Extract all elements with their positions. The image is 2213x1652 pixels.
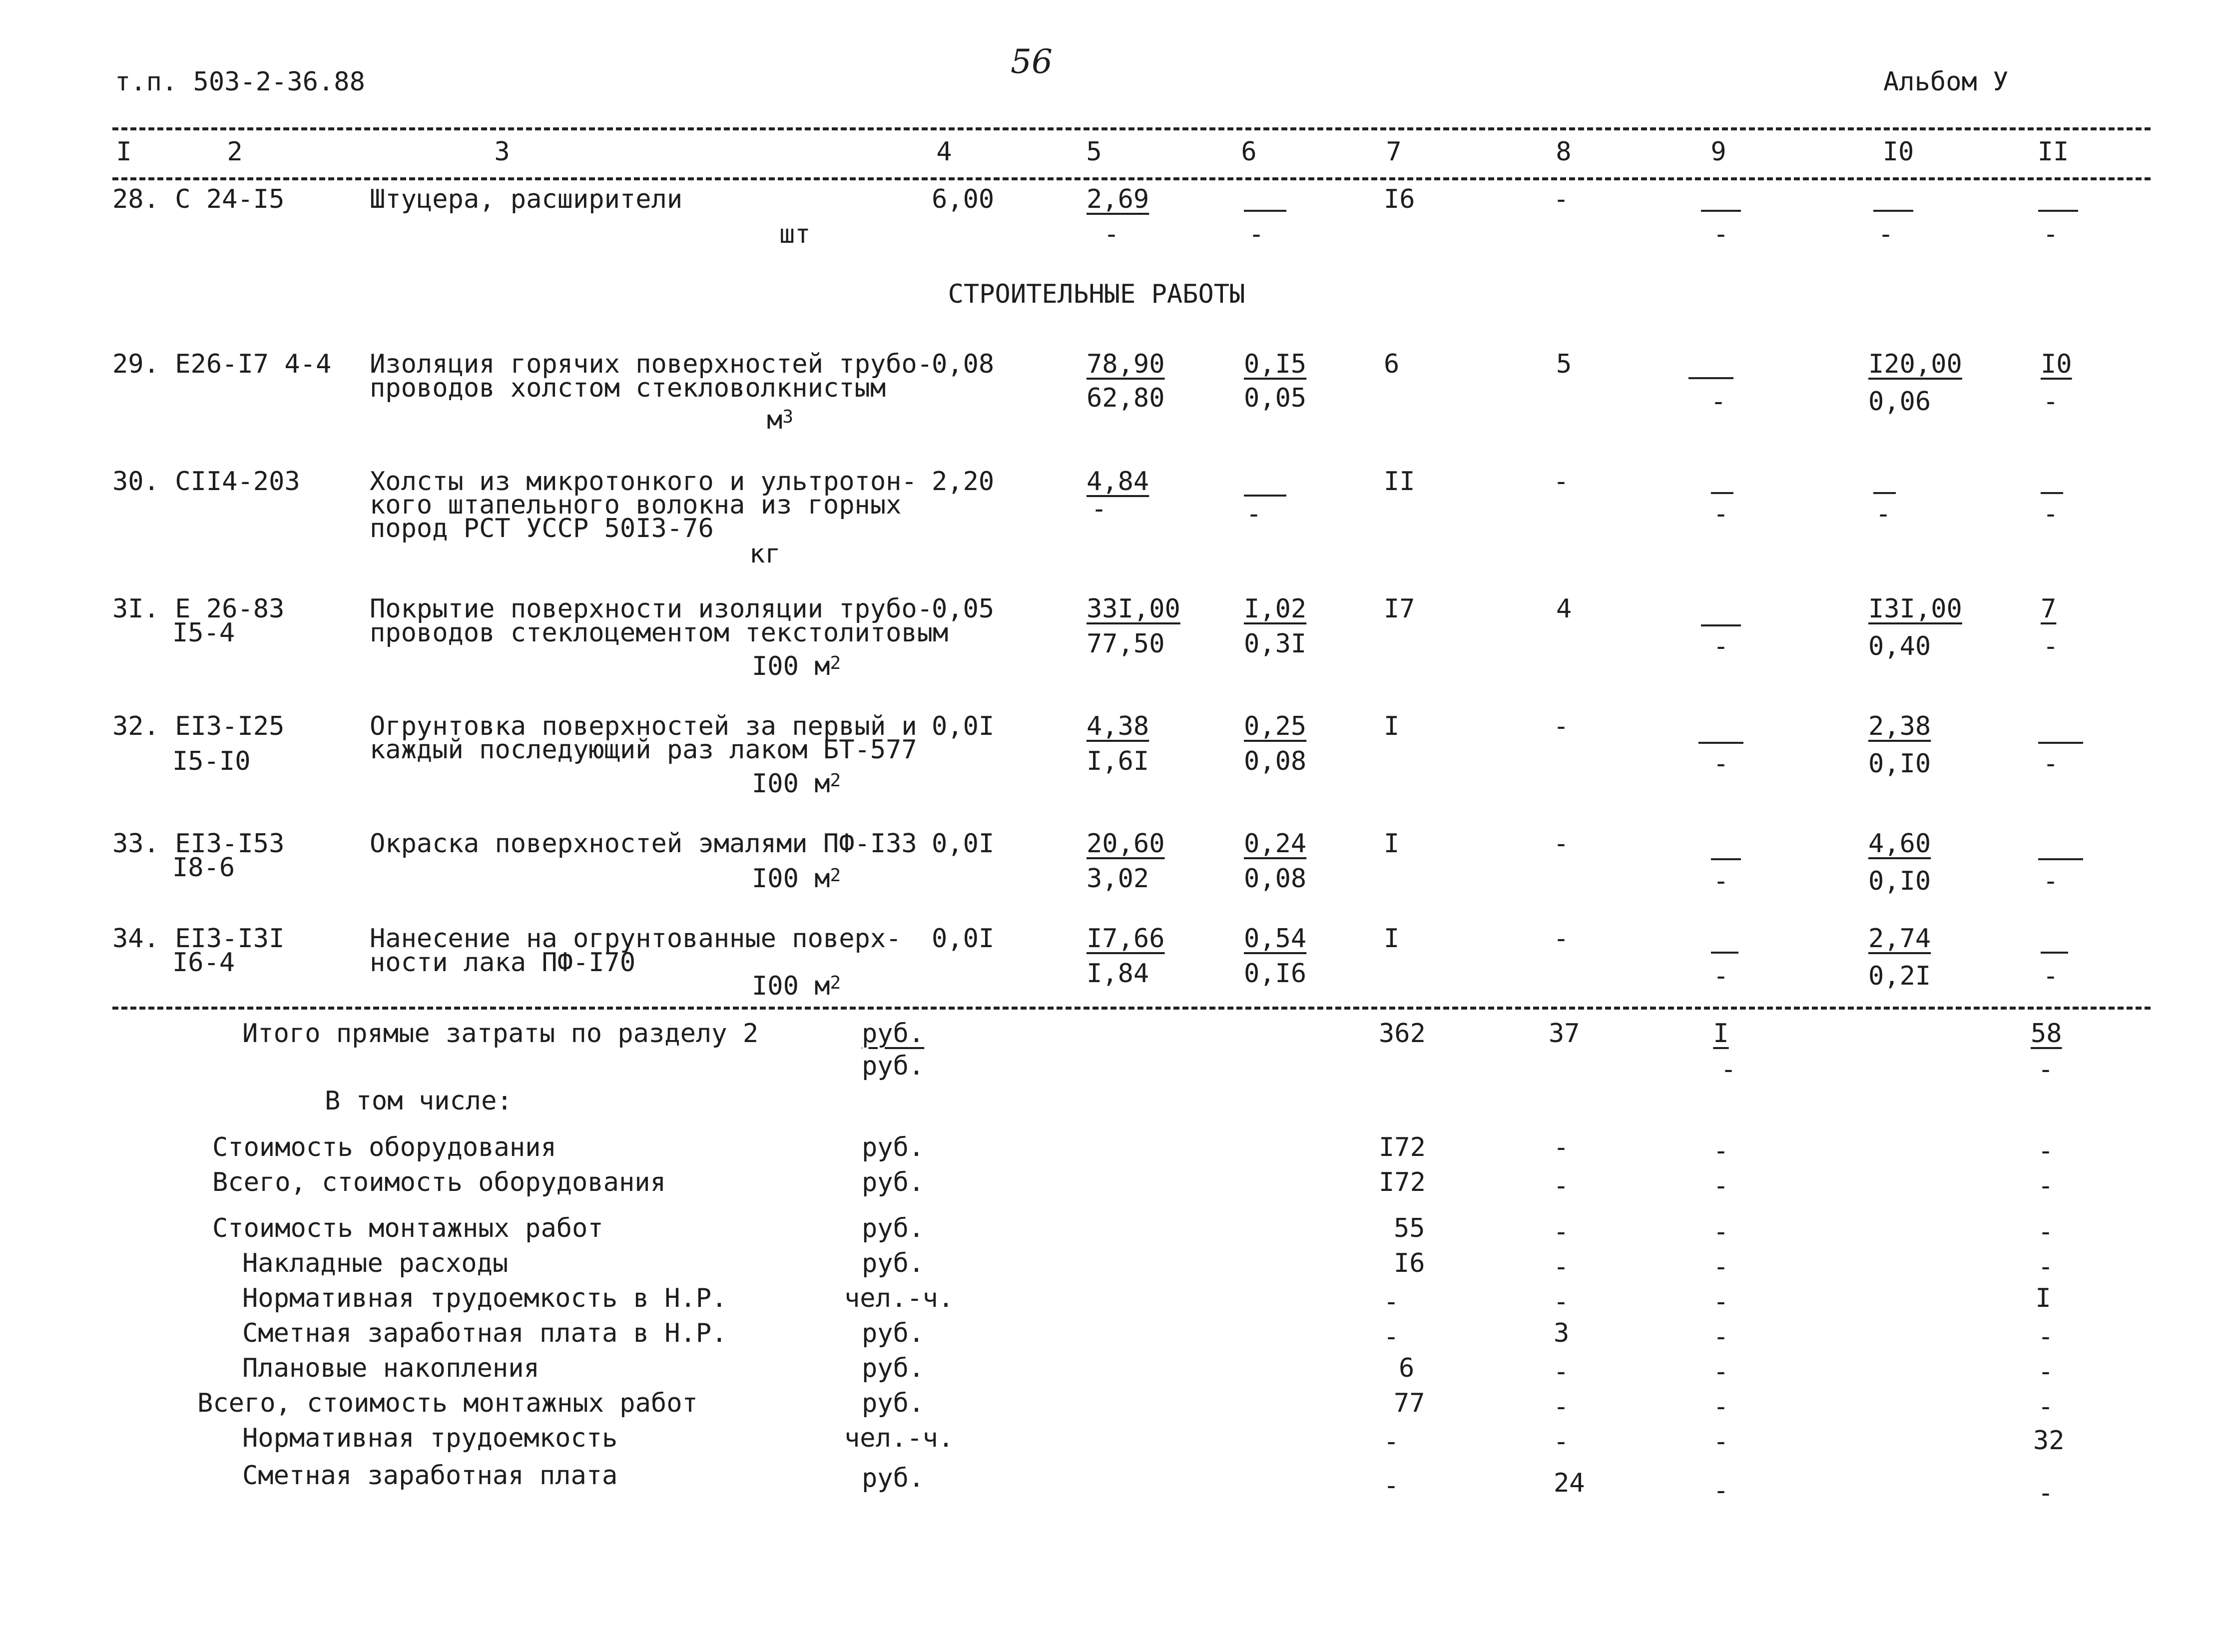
summary-col8: - <box>1553 1132 1569 1162</box>
summary-col8: 37 <box>1549 1019 1580 1049</box>
summary-col9: I <box>1713 1019 1729 1049</box>
col-num: 2 <box>227 137 243 167</box>
item-name: пород РСТ УССР 50I3-76 <box>370 514 714 544</box>
col7-value: I7 <box>1384 594 1415 624</box>
summary-col9: - <box>1713 1357 1729 1387</box>
col8-value: 5 <box>1556 349 1572 379</box>
item-name: Холсты из микротонкого и ультротон- <box>370 467 917 497</box>
summary-unit: руб. <box>862 1248 925 1278</box>
col9-value: - <box>1713 219 1729 249</box>
col11-value: - <box>2043 961 2059 991</box>
summary-col9: - <box>1713 1171 1729 1201</box>
summary-label: Нормативная трудоемкость <box>242 1423 618 1453</box>
col4-value: 6,00 <box>932 184 995 214</box>
col9-rule <box>1698 742 1743 744</box>
col-num: 6 <box>1241 137 1257 167</box>
col5-value: 2,69 <box>1087 184 1149 214</box>
col10-value: I3I,00 <box>1868 594 1962 624</box>
item-code: 30. СII4-203 <box>112 467 300 497</box>
item-unit: $м^3$ <box>767 405 793 435</box>
item-unit: шт <box>779 219 811 249</box>
summary-col8: - <box>1553 1392 1569 1422</box>
col6-value: 0,25 <box>1244 711 1307 741</box>
item-name: каждый последующий раз лаком БТ-577 <box>370 735 917 765</box>
col11-rule <box>2038 742 2083 744</box>
col4-value: 0,05 <box>932 594 995 624</box>
summary-col8: - <box>1553 1217 1569 1247</box>
col8-value: - <box>1553 711 1569 741</box>
col9-rule <box>1688 377 1733 379</box>
summary-label: В том числе: <box>325 1086 513 1116</box>
summary-col8: - <box>1553 1171 1569 1201</box>
item-code: 32. ЕI3-I25 <box>112 711 285 741</box>
col7-value: I6 <box>1384 184 1415 214</box>
col10-value: 0,40 <box>1868 631 1931 661</box>
summary-col9: - <box>1713 1476 1729 1506</box>
col7-value: I <box>1384 829 1400 859</box>
summary-label: Нормативная трудоемкость в Н.Р. <box>242 1283 727 1313</box>
summary-col9: - <box>1713 1252 1729 1282</box>
col6-value: - <box>1248 219 1264 249</box>
col10-value: 0,I0 <box>1868 866 1931 896</box>
col5-value: I7,66 <box>1087 924 1165 954</box>
col-num: 5 <box>1086 137 1102 167</box>
col5-value: 20,60 <box>1087 829 1165 859</box>
col9-value: - <box>1713 631 1729 661</box>
col5-value: 3,02 <box>1087 864 1149 894</box>
header-bottom-rule <box>112 177 2151 180</box>
col8-value: 4 <box>1556 594 1572 624</box>
item-code: 28. С 24-I5 <box>112 184 285 214</box>
item-unit: I00 $м^2$ <box>752 971 841 1001</box>
col8-value: - <box>1553 184 1569 214</box>
summary-col7: 362 <box>1379 1019 1426 1049</box>
summary-col11: - <box>2038 1171 2054 1201</box>
col-num: I0 <box>1882 137 1914 167</box>
col4-value: 0,0I <box>932 924 995 954</box>
summary-label: Стоимость оборудования <box>212 1132 556 1162</box>
page-number: 56 <box>1011 42 1053 81</box>
summary-label: Сметная заработная плата в Н.Р. <box>242 1318 727 1348</box>
col10-value: 4,60 <box>1868 829 1931 859</box>
summary-col9: - <box>1713 1287 1729 1317</box>
col5-value: 4,38 <box>1087 711 1149 741</box>
summary-col9: - <box>1713 1217 1729 1247</box>
col5-value: I,84 <box>1087 959 1149 989</box>
col6-value: 0,08 <box>1244 864 1307 894</box>
col11-value: - <box>2043 866 2059 896</box>
col6-value: I,02 <box>1244 594 1307 624</box>
col6-rule <box>1244 495 1286 497</box>
item-name: проводов стеклоцементом текстолитовым <box>370 618 949 648</box>
summary-label: Всего, стоимость оборудования <box>212 1167 666 1197</box>
col6-value: 0,54 <box>1244 924 1307 954</box>
summary-col7: 6 <box>1399 1353 1415 1383</box>
col8-value: - <box>1553 829 1569 859</box>
col7-value: I <box>1384 924 1400 954</box>
col7-value: I <box>1384 711 1400 741</box>
col5-value: 62,80 <box>1087 383 1165 413</box>
summary-unit: руб. <box>862 1388 925 1418</box>
summary-label: Итого прямые затраты по разделу 2 <box>242 1019 759 1049</box>
header-top-rule <box>112 127 2151 130</box>
summary-col9: - <box>1720 1055 1736 1085</box>
col9-value: - <box>1713 961 1729 991</box>
summary-label: Накладные расходы <box>242 1248 509 1278</box>
col6-value: - <box>1246 499 1262 529</box>
col10-rule <box>1873 492 1896 494</box>
col4-value: 2,20 <box>932 467 995 497</box>
item-code: 34. ЕI3-I3I <box>112 924 285 954</box>
summary-col7: 55 <box>1394 1213 1425 1243</box>
col-num: 4 <box>936 137 952 167</box>
col5-value: 77,50 <box>1087 629 1165 659</box>
col-num: II <box>2037 137 2069 167</box>
item-name: Покрытие поверхности изоляции трубо- <box>370 594 933 624</box>
item-unit: кг <box>749 539 781 569</box>
col10-value: 0,I0 <box>1868 749 1931 779</box>
item-name: ности лака ПФ-I70 <box>370 948 636 978</box>
item-code: I5-I0 <box>172 746 251 776</box>
summary-col11: - <box>2038 1055 2054 1085</box>
col5-value: 33I,00 <box>1087 594 1180 624</box>
col-num: 3 <box>494 137 510 167</box>
summary-col9: - <box>1713 1392 1729 1422</box>
col7-value: II <box>1384 467 1415 497</box>
summary-label: Сметная заработная плата <box>242 1461 618 1491</box>
col11-value: - <box>2043 387 2059 417</box>
col5-value: - <box>1091 494 1107 524</box>
col5-value: 78,90 <box>1087 349 1165 379</box>
section-title: СТРОИТЕЛЬНЫЕ РАБОТЫ <box>948 279 1245 309</box>
item-code: 29. Е26-I7 4-4 <box>112 349 332 379</box>
item-name: кого штапельного волокна из горных <box>370 490 902 520</box>
col6-value: 0,24 <box>1244 829 1307 859</box>
col6-value: 0,3I <box>1244 629 1307 659</box>
summary-label: Плановые накопления <box>242 1353 540 1383</box>
summary-col7: - <box>1383 1287 1399 1317</box>
col-num: 8 <box>1556 137 1572 167</box>
summary-col11: - <box>2038 1357 2054 1387</box>
col10-value: 2,74 <box>1868 924 1931 954</box>
summary-col8: - <box>1553 1357 1569 1387</box>
col11-value: - <box>2043 219 2059 249</box>
col6-rule <box>1244 210 1286 212</box>
summary-col7: 77 <box>1394 1388 1425 1418</box>
col6-value: 0,I6 <box>1244 959 1307 989</box>
item-unit: I00 $м^2$ <box>752 769 841 799</box>
col9-rule <box>1701 210 1741 212</box>
summary-col7: - <box>1383 1322 1399 1352</box>
col-num: 7 <box>1386 137 1402 167</box>
col5-value: 4,84 <box>1087 467 1149 497</box>
col11-value: - <box>2043 631 2059 661</box>
item-code: I5-4 <box>172 618 235 648</box>
col10-value: - <box>1875 499 1891 529</box>
col4-value: 0,0I <box>932 711 995 741</box>
item-code: 3I. Е 26-83 <box>112 594 285 624</box>
summary-unit: чел.-ч. <box>844 1423 954 1453</box>
summary-label: Всего, стоимость монтажных работ <box>197 1388 698 1418</box>
col10-value: 2,38 <box>1868 711 1931 741</box>
item-name: Нанесение на огрунтованные поверх- <box>370 924 902 954</box>
col5-value: - <box>1104 219 1119 249</box>
col10-value: 0,2I <box>1868 961 1931 991</box>
summary-col9: - <box>1713 1136 1729 1166</box>
album-label: Альбом У <box>1883 67 2009 97</box>
item-code: I6-4 <box>172 948 235 978</box>
summary-col9: - <box>1713 1427 1729 1457</box>
summary-unit: руб. <box>862 1353 925 1383</box>
col6-value: 0,I5 <box>1244 349 1307 379</box>
summary-col11: - <box>2038 1322 2054 1352</box>
col9-rule <box>1711 492 1733 494</box>
summary-col8: - <box>1553 1427 1569 1457</box>
item-unit: I00 $м^2$ <box>752 864 841 894</box>
item-name: Изоляция горячих поверхностей трубо- <box>370 349 933 379</box>
col6-value: 0,08 <box>1244 746 1307 776</box>
summary-col11: - <box>2038 1217 2054 1247</box>
summary-col8: - <box>1553 1252 1569 1282</box>
summary-col11: - <box>2038 1478 2054 1508</box>
col9-rule <box>1701 624 1741 626</box>
summary-col7: I72 <box>1379 1167 1426 1197</box>
col9-value: - <box>1713 749 1729 779</box>
summary-col7: I6 <box>1394 1248 1425 1278</box>
col9-value: - <box>1713 499 1729 529</box>
col4-value: 0,0I <box>932 829 995 859</box>
summary-unit: руб. <box>862 1213 925 1243</box>
col9-rule <box>1711 952 1738 954</box>
summary-unit: руб. <box>862 1051 925 1081</box>
col5-value: I,6I <box>1087 746 1149 776</box>
item-name: Огрунтовка поверхностей за первый и <box>370 711 917 741</box>
col6-value: 0,05 <box>1244 383 1307 413</box>
summary-divider <box>112 1007 2151 1010</box>
summary-unit: руб. <box>862 1019 925 1049</box>
col7-value: 6 <box>1384 349 1400 379</box>
summary-col11: 32 <box>2033 1426 2065 1456</box>
col-num: 9 <box>1710 137 1726 167</box>
summary-col7: - <box>1383 1471 1399 1501</box>
col11-value: - <box>2043 749 2059 779</box>
summary-unit: руб. <box>862 1132 925 1162</box>
summary-col9: - <box>1713 1322 1729 1352</box>
col9-value: - <box>1710 387 1726 417</box>
col11-rule <box>2041 492 2063 494</box>
col8-value: - <box>1553 467 1569 497</box>
col11-value: I0 <box>2041 349 2072 379</box>
summary-col7: I72 <box>1379 1132 1426 1162</box>
col10-value: 0,06 <box>1868 387 1931 417</box>
col10-value: I20,00 <box>1868 349 1962 379</box>
summary-col11: - <box>2038 1136 2054 1166</box>
col11-rule <box>2038 210 2078 212</box>
summary-col11: I <box>2035 1283 2051 1313</box>
col11-value: 7 <box>2041 594 2057 624</box>
col11-rule <box>2041 952 2068 954</box>
col9-rule <box>1711 858 1741 860</box>
summary-label: Стоимость монтажных работ <box>212 1213 603 1243</box>
col4-value: 0,08 <box>932 349 995 379</box>
col11-value: - <box>2043 499 2059 529</box>
item-code: I8-6 <box>172 853 235 883</box>
col10-value: - <box>1878 219 1894 249</box>
summary-unit: руб. <box>862 1318 925 1348</box>
col9-value: - <box>1713 866 1729 896</box>
summary-col8: - <box>1553 1287 1569 1317</box>
summary-unit: руб. <box>862 1463 925 1493</box>
item-unit: I00 $м^2$ <box>752 651 841 681</box>
col-num: I <box>116 137 132 167</box>
summary-col11: - <box>2038 1252 2054 1282</box>
summary-unit: руб. <box>862 1167 925 1197</box>
col11-rule <box>2038 858 2083 860</box>
item-name: Окраска поверхностей эмалями ПФ-I33 <box>370 829 917 859</box>
item-code: 33. ЕI3-I53 <box>112 829 285 859</box>
item-name: Штуцера, расширители <box>370 184 683 214</box>
summary-col7: - <box>1383 1427 1399 1457</box>
summary-unit: чел.-ч. <box>844 1283 954 1313</box>
doc-code: т.п. 503-2-36.88 <box>115 67 365 97</box>
summary-col11: - <box>2038 1392 2054 1422</box>
summary-col11: 58 <box>2031 1019 2062 1049</box>
summary-col8: 24 <box>1554 1468 1585 1498</box>
col8-value: - <box>1553 924 1569 954</box>
summary-col8: 3 <box>1554 1318 1570 1348</box>
item-name: проводов холстом стекловолкнистым <box>370 373 886 403</box>
col10-rule <box>1873 210 1913 212</box>
